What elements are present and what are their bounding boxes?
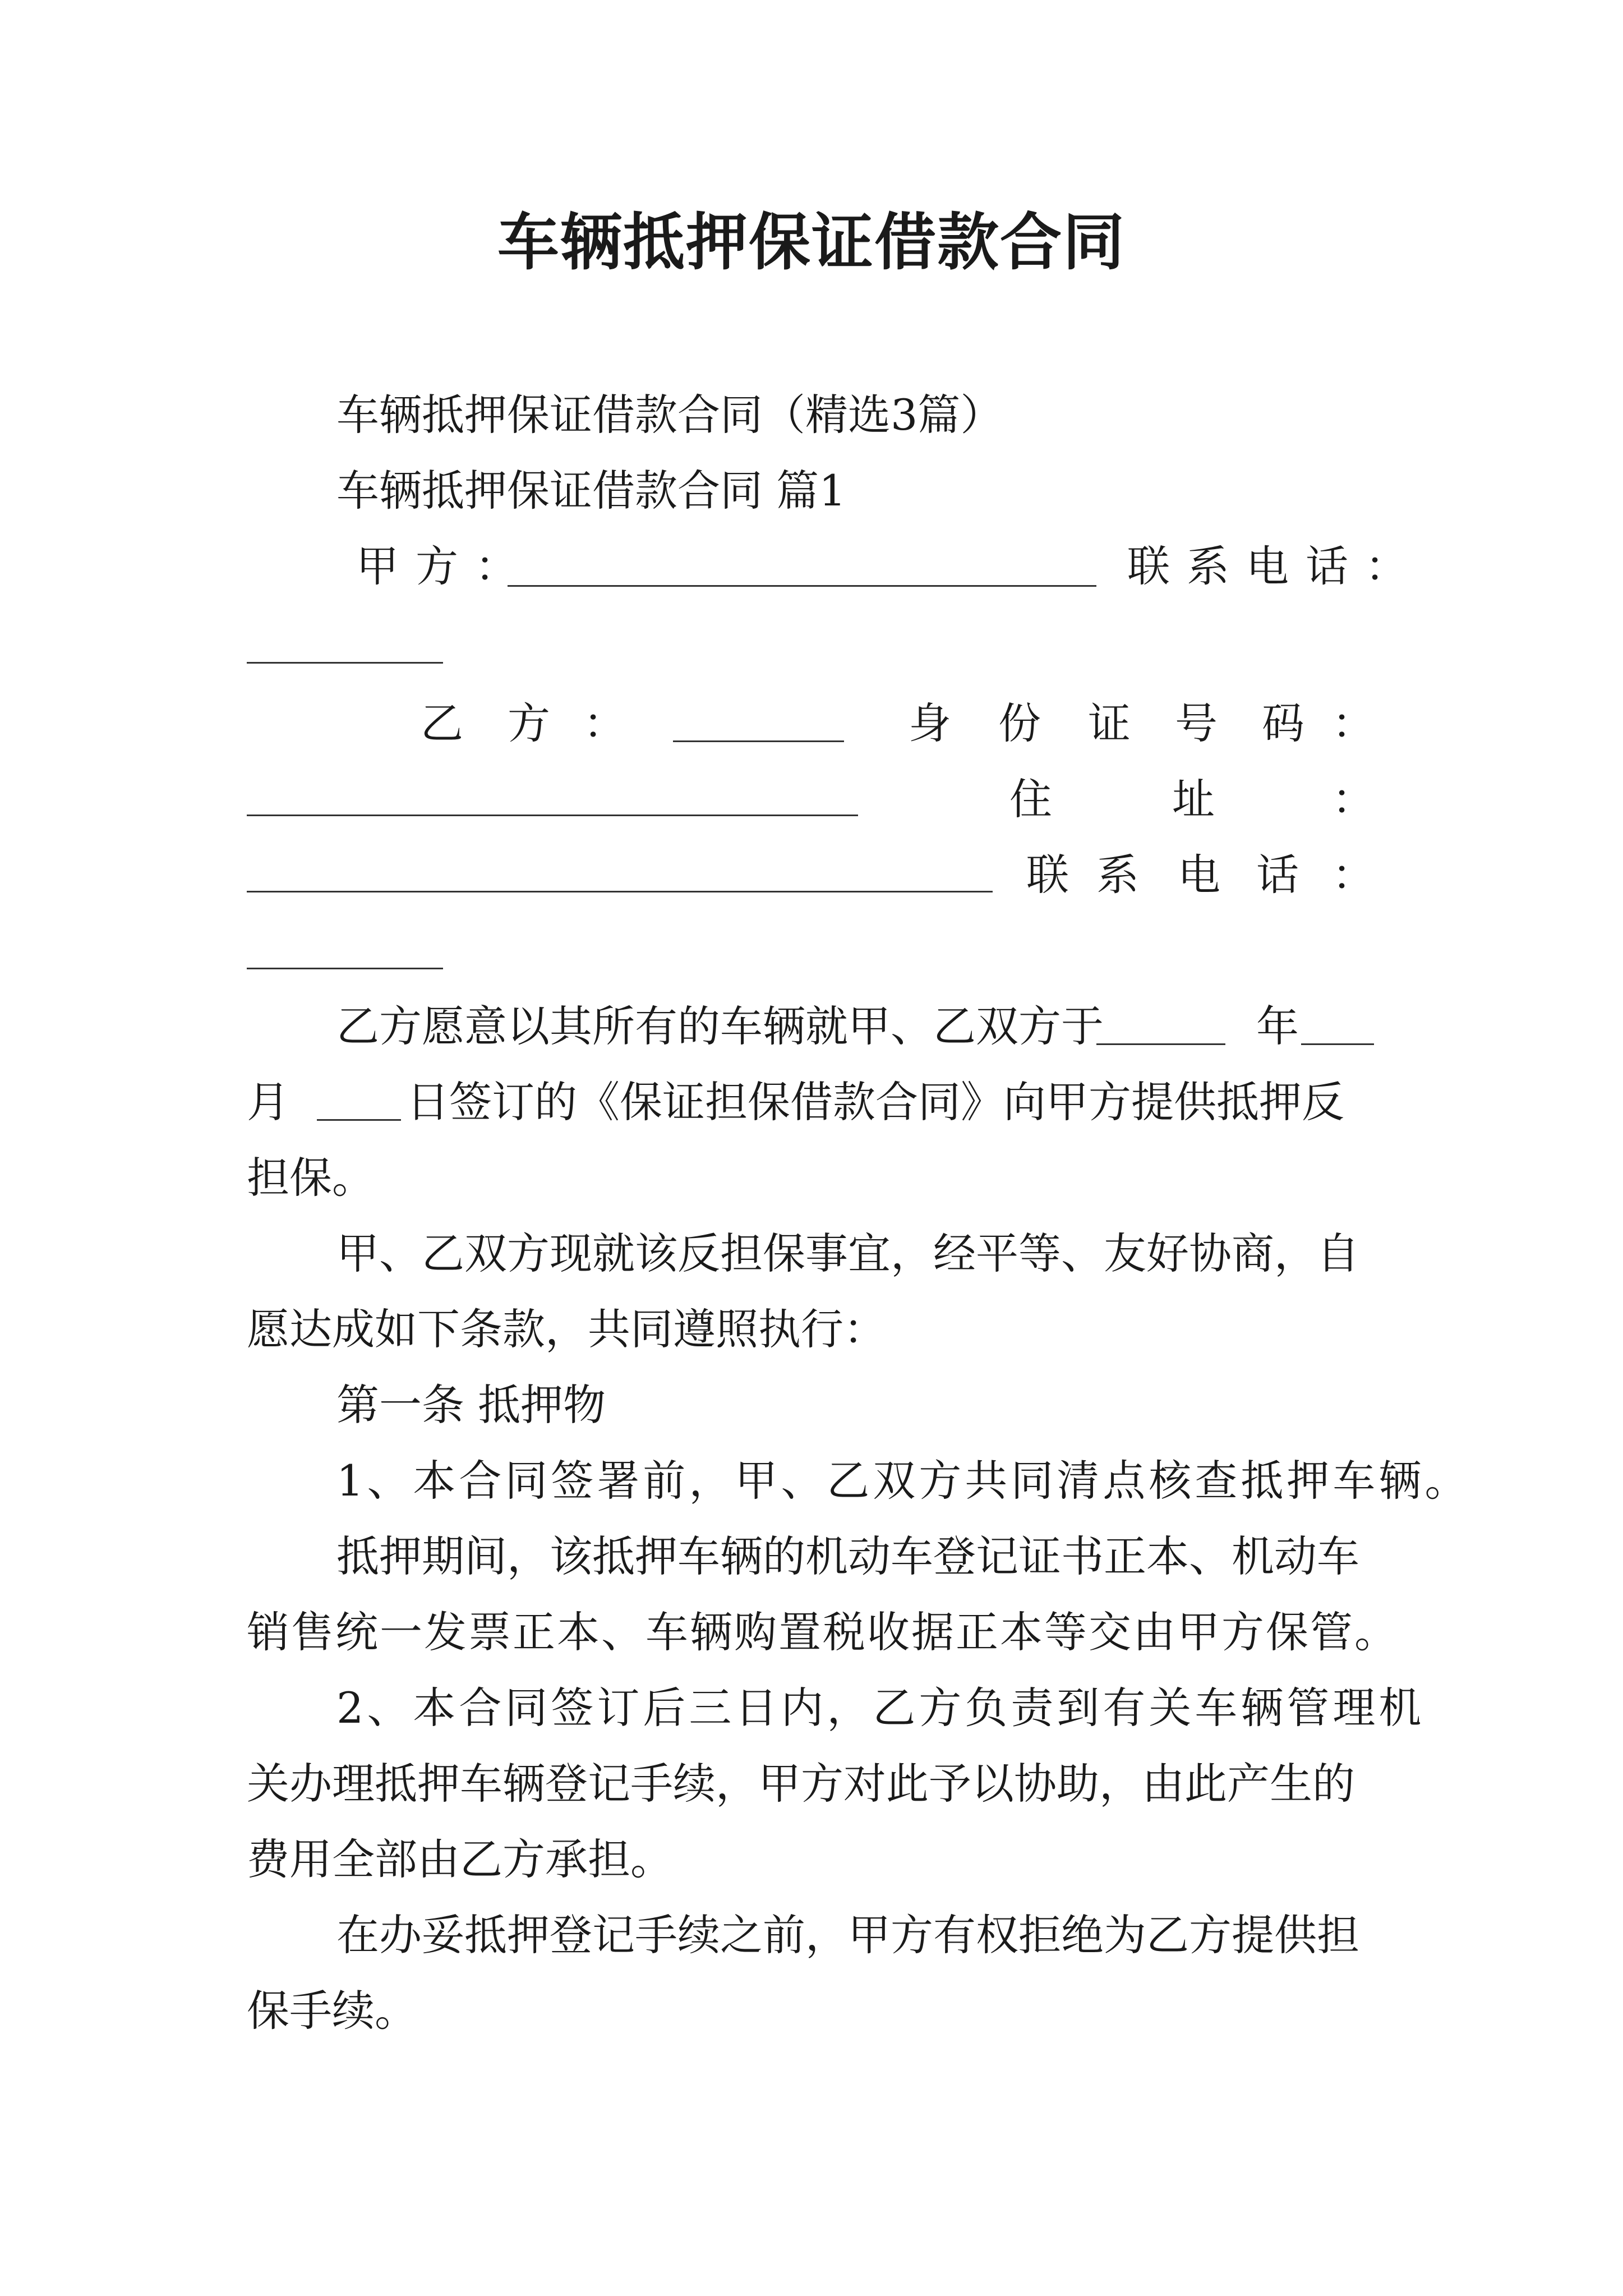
phone-label-5: ： [1332, 850, 1375, 900]
party-b-label-1: 乙 [421, 698, 463, 748]
id-label-6: ： [1332, 698, 1375, 748]
article-1-para-4-line-1: 在办妥抵押登记手续之前，甲方有权拒绝为乙方提供担 [336, 1910, 1359, 1960]
id-label-1: 身 [909, 698, 951, 748]
party-b-label-2: 方 [508, 698, 550, 748]
id-label-3: 证 [1088, 698, 1131, 748]
party-b-address-blank[interactable] [247, 891, 993, 892]
party-a-phone-label: 联系电话： [1127, 541, 1424, 591]
address-label-2: 址 [1172, 774, 1215, 824]
address-label-3: ： [1332, 774, 1375, 824]
section-heading: 车辆抵押保证借款合同 篇1 [336, 466, 846, 516]
day-blank[interactable] [317, 1119, 401, 1121]
party-a-blank[interactable] [508, 585, 1096, 587]
party-a-label: 甲方： [356, 541, 534, 591]
intro-year: 年 [1256, 1001, 1299, 1051]
article-1-para-2-line-2: 销售统一发票正本、车辆购置税收据正本等交由甲方保管。 [247, 1607, 1399, 1657]
intro-line-1: 乙方愿意以其所有的车辆就甲、乙双方于 [336, 1001, 1104, 1051]
year-blank[interactable] [1096, 1043, 1225, 1045]
id-label-2: 份 [998, 698, 1041, 748]
article-1-para-2-line-1: 抵押期间，该抵押车辆的机动车登记证书正本、机动车 [336, 1531, 1359, 1581]
party-a-phone-blank[interactable] [247, 662, 443, 664]
phone-label-1: 联 [1026, 850, 1069, 900]
month-blank[interactable] [1301, 1043, 1374, 1045]
consult-line-2: 愿达成如下条款，共同遵照执行： [247, 1304, 886, 1354]
article-1-para-3-line-3: 费用全部由乙方承担。 [247, 1834, 673, 1884]
article-1-para-4-line-2: 保手续。 [247, 1986, 417, 2036]
article-1-para-3-line-2: 关办理抵押车辆登记手续，甲方对此予以协助，由此产生的 [247, 1759, 1355, 1809]
consult-line-1: 甲、乙双方现就该反担保事宜，经平等、友好协商，自 [336, 1228, 1359, 1278]
document-subtitle: 车辆抵押保证借款合同（精选3篇） [336, 390, 1003, 440]
intro-line-2: 日签订的《保证担保借款合同》向甲方提供抵押反 [407, 1077, 1344, 1127]
article-1-heading: 第一条 抵押物 [336, 1380, 606, 1430]
party-b-name-blank[interactable] [673, 740, 844, 742]
intro-line-3: 担保。 [247, 1153, 375, 1203]
party-b-phone-blank[interactable] [247, 968, 443, 969]
phone-label-4: 话 [1256, 850, 1299, 900]
address-label-1: 住 [1009, 774, 1052, 824]
article-1-para-1: 1、本合同签署前，甲、乙双方共同清点核查抵押车辆。 [336, 1456, 1471, 1506]
phone-label-2: 系 [1096, 850, 1139, 900]
document-title: 车辆抵押保证借款合同 [497, 206, 1126, 278]
phone-label-3: 电 [1178, 850, 1220, 900]
party-b-label-3: ： [583, 698, 626, 748]
id-label-4: 号 [1175, 698, 1218, 748]
intro-month: 月 [247, 1077, 289, 1127]
article-1-para-3-line-1: 2、本合同签订后三日内，乙方负责到有关车辆管理机 [336, 1683, 1425, 1733]
id-label-5: 码 [1262, 698, 1304, 748]
party-b-id-blank[interactable] [247, 815, 858, 816]
